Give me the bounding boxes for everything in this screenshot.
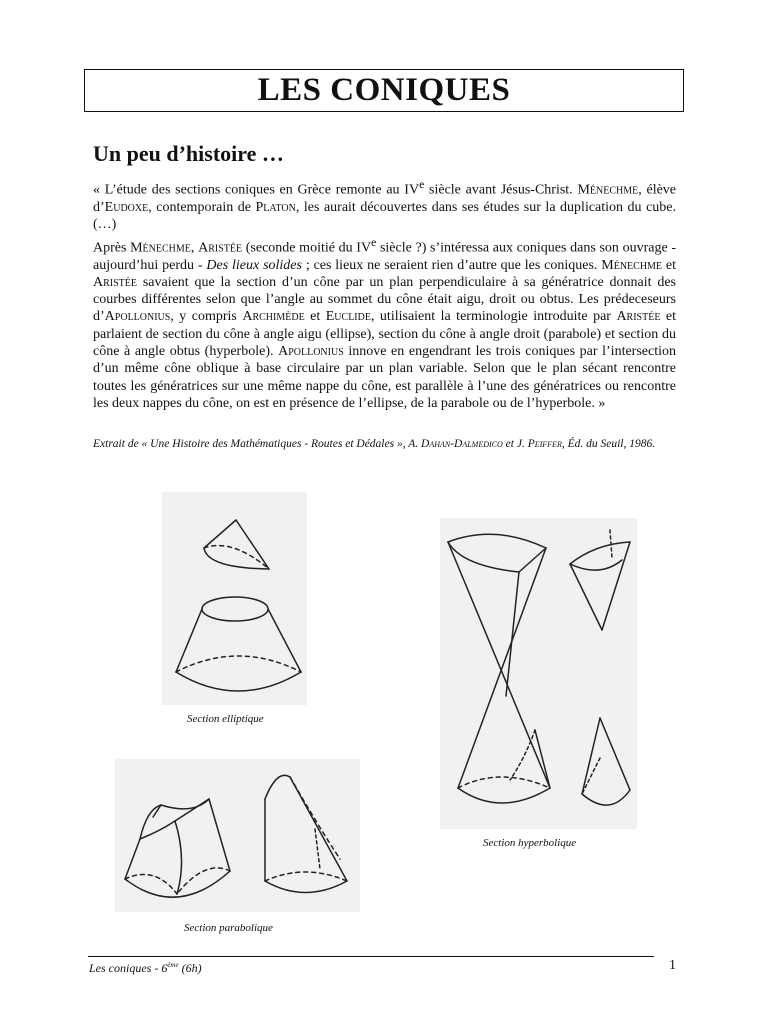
page-number: 1 — [669, 958, 676, 973]
parabolic-section-figure — [115, 759, 360, 912]
paragraph-1: « L’étude des sections coniques en Grèce remonte au IVe siècle avant Jésus-Christ. Ménechme, élève d’Eudoxe, contemporain de Platon, les aurait découvertes dans ses études sur la duplication du cube. (…) — [93, 178, 677, 233]
footer-label: Les coniques - 6ème (6h) — [89, 961, 202, 975]
parabolic-section-caption: Section parabolique — [184, 922, 273, 934]
hyperbolic-section-caption: Section hyperbolique — [483, 837, 577, 849]
elliptic-section-caption: Section elliptique — [187, 713, 264, 725]
footer-divider — [88, 956, 654, 957]
quote-body — [93, 176, 676, 412]
elliptic-section-figure — [162, 492, 307, 705]
citation: Extrait de « Une Histoire des Mathématiques - Routes et Dédales », A. Dahan-Dalmedico et J. Peiffer, Éd. du Seuil, 1986. — [93, 438, 656, 450]
hyperbolic-section-figure — [440, 518, 637, 829]
section-heading: Un peu d’histoire … — [93, 141, 284, 166]
title-box — [84, 69, 684, 112]
paragraph-2: Après Ménechme, Aristée (seconde moitié du IVe siècle ?) s’intéressa aux coniques dans son ouvrage - aujourd’hui perdu - Des lieux solides ; ces lieux ne seraient rien d’autre que les coniques. Ménechme et Aristée savaient que la section d’un cône par un plan perpendiculaire à sa génératrice donnait des courbes différentes selon que l’angle au sommet du cône était aigu, droit ou obtus. Les prédeceseurs d’Apollonius, y compris Archimède et Euclide, utilisaient la terminologie introduite par Aristée et parlaient de section du cône à angle aigu (ellipse), section du cône à angle droit (parabole) et section du cône à angle obtus (hyperbole). Apollonius innove en engendrant les trois coniques par l’intersection d’un même cône oblique à base circulaire par un plan variable. Selon que le plan sécant rencontre toutes les génératrices sur une même nappe du cône, est parallèle à l’une des génératrices ou rencontre les deux nappes du cône, on est en présence de l’ellipse, de la parabole ou de l’hyperbole. » — [93, 235, 677, 411]
page-title: LES CONIQUES — [257, 72, 511, 108]
